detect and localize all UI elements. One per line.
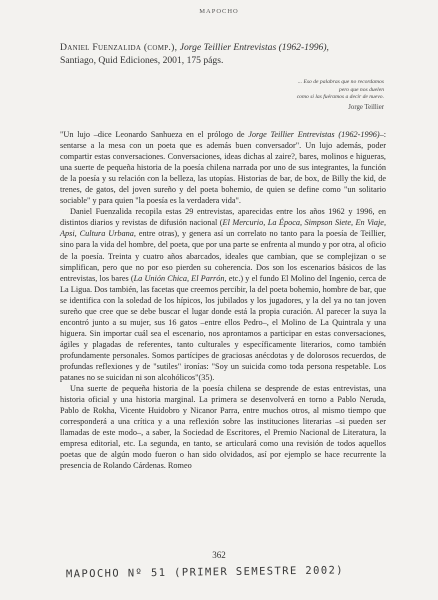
running-head: MAPOCHO xyxy=(199,8,239,15)
handwritten-annotation: MAPOCHO Nº 51 (PRIMER SEMESTRE 2002) xyxy=(65,564,345,581)
publication-names: El Mercurio, La Época, Simpson Siete, En Viaje, Apsi, Cultura Urbana, xyxy=(60,218,387,239)
citation-title: Jorge Teillier Entrevistas (1962-1996), xyxy=(179,42,329,53)
book-citation xyxy=(60,41,380,67)
page-number: 362 xyxy=(212,550,226,560)
paragraph-text: Daniel Fuenzalida recopila estas 29 entrevistas, aparecidas entre los años 1962 y 1996, en distintos diarios y revistas de difusión nacional ( xyxy=(60,207,386,228)
paragraph-text: entre otras), y genera así un correlato no tanto para la poesía de Teillier, sino para la vida del hombre, del poeta, que por una parte se enfrenta al mundo y por otra, al oficio de la poesía. Treinta y cuatro años abarcados, ideales que cambian, que se complejizan o se simplifican, pero que no por eso pierden su coherencia. Dos son los escenarios básicos de las entrevistas, los bares ( xyxy=(60,229,386,283)
epigraph-line: pero que nos duelen xyxy=(339,86,384,93)
paragraph-text: "Un lujo –dice Leonardo Sanhueza en el prólogo de xyxy=(60,130,249,139)
bar-names: La Unión Chica, El Parrón, xyxy=(133,273,227,283)
paragraph-text: etc.) y el fundo El Molino del Ingenio, cerca de La Ligua. Dos también, las facetas que creemos percibir, la del poeta bohemio, hombre de bar, que se identifica con la soledad de los hípicos, los jubilados y los jugadores, y la del ya no tan joven sureño que cree que se debe buscar el lugar donde está la propia curación. Al parecer la suya la encontró junto a su mujer, sus 16 gatos –entre ellos Pedro–, el Molino de La Quintrala y una higuera. Sin importar cuál sea el escenario, nos aprontamos a participar en estas conversaciones, ágiles y plagadas de referentes, tanto culturales y específicamente literarios, como también profundamente personales. Somos partícipes de graciosas anécdotas y de dolorosos recuerdos, de profundas reflexiones y de "sutiles" ironías: "Soy un suicida como toda persona respetable. Los patanes no se suicidan ni son alcohólicos"(35). xyxy=(60,273,387,383)
epigraph-line: ... Eso de palabras que no recordamos xyxy=(297,79,384,85)
epigraph-line: como si las fuéramos a decir de nuevo. xyxy=(296,94,384,101)
book-title-ref: Jorge Teillier Entrevistas (1962-1996) xyxy=(248,130,380,139)
epigraph xyxy=(200,79,384,111)
citation-publisher: Santiago, Quid Ediciones, 2001, 175 págs. xyxy=(60,55,224,66)
review-body xyxy=(60,129,386,471)
citation-authors: Daniel Fuenzalida (comp.), xyxy=(60,42,178,53)
paragraph xyxy=(60,206,386,383)
epigraph-author: Jorge Teillier xyxy=(348,103,384,111)
paragraph-text: –: sentarse a la mesa con un poeta que es además buen conversador". Un lujo además, poder compartir estas conversaciones. Conversaciones, ideas dichas al zaire?, bares, molinos e higueras, una suerte de pequeña historia de la poesía chilena narrada por uno de sus integrantes, la función de la poesía y su relación con la belleza, las utopías. Historias de bar, de box, de Billy the kid, de trenes, de gatos, del joven sureño y del poeta bohemio, de quien se define como "un solitario sociable" y para quien "la poesía es la verdadera vida". xyxy=(60,130,386,206)
paragraph xyxy=(60,129,386,206)
paragraph: Una suerte de pequeña historia de la poesía chilena se desprende de estas entrevistas, una historia oficial y una historia marginal. La primera se desenvolverá en torno a Pablo Neruda, Pablo de Rokha, Vicente Huidobro y Nicanor Parra, entre muchos otros, al mismo tiempo que corresponderá a una crítica y a una reflexión sobre las instituciones literarias –si pueden ser llamadas de este modo–, a saber, la Sociedad de Escritores, el Premio Nacional de Literatura, la empresa editorial, etc. La segunda, en tanto, se articulará como una revisión de todos aquellos poetas que de algún modo fueron o han sido olvidados, así por ejemplo se hace recurrente la presencia de Rolando Cárdenas. Romeo xyxy=(60,384,386,471)
